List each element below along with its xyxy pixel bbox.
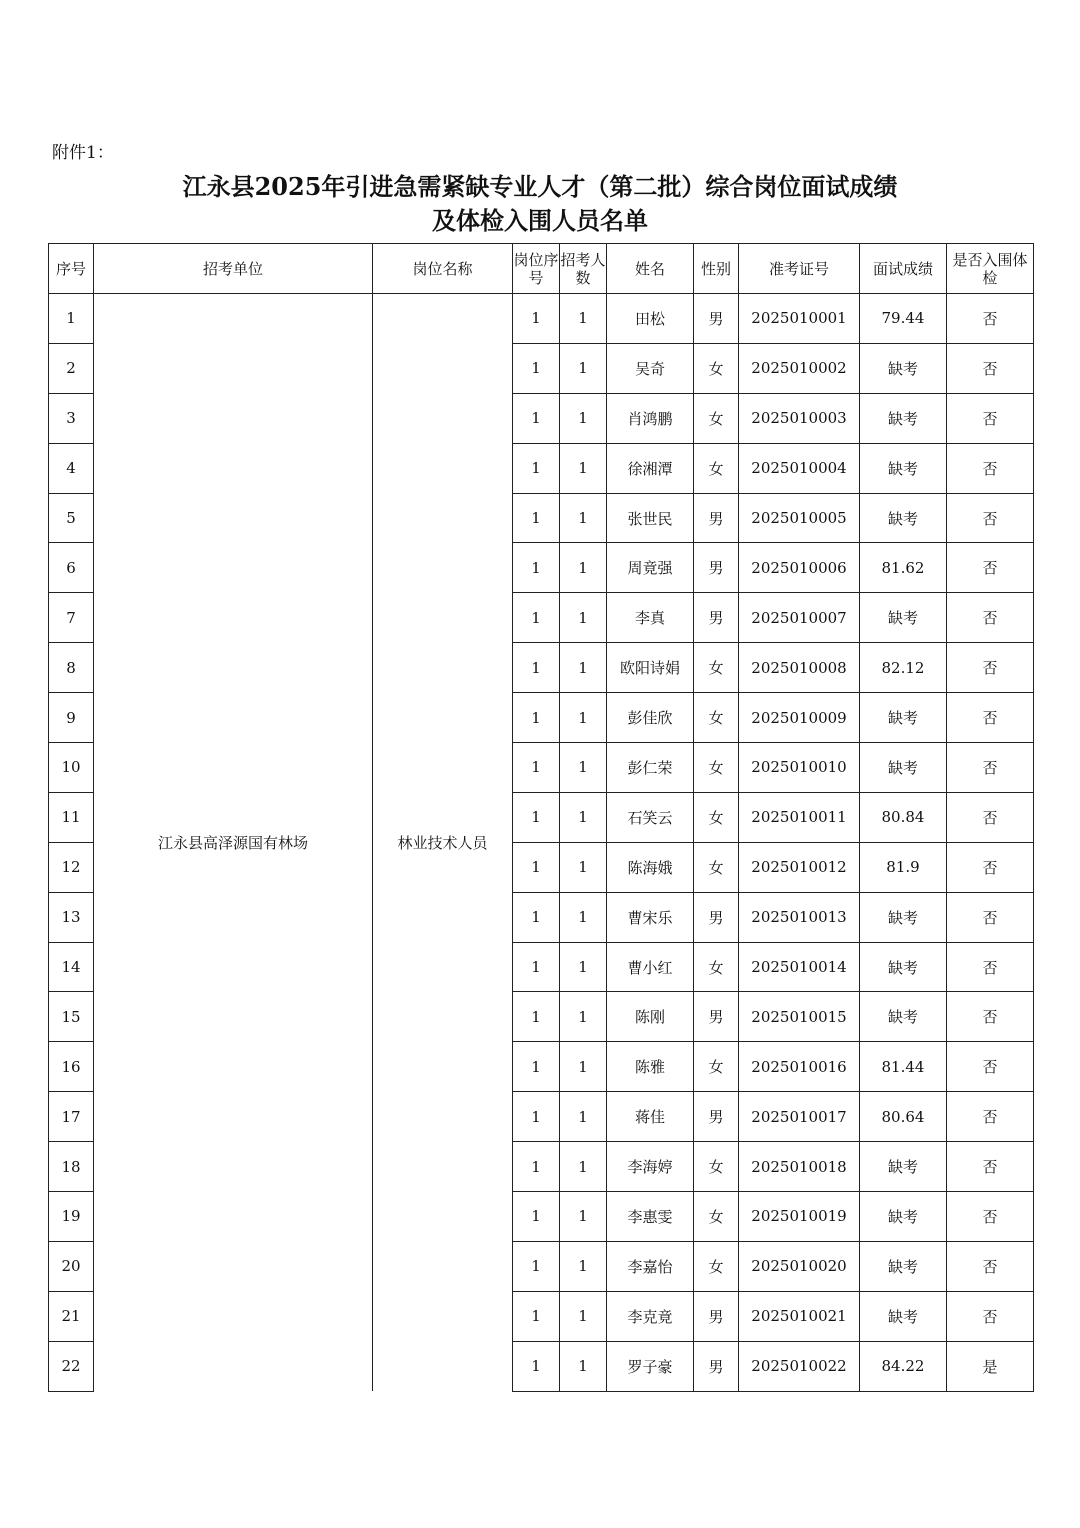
cell-ticket: 2025010007 <box>739 593 860 643</box>
cell-score: 缺考 <box>860 593 947 643</box>
cell-quota: 1 <box>560 593 607 643</box>
cell-score: 80.84 <box>860 792 947 842</box>
table-body <box>49 294 1034 1392</box>
cell-ticket: 2025010019 <box>739 1192 860 1242</box>
cell-gender: 女 <box>694 792 739 842</box>
cell-name: 陈雅 <box>607 1042 694 1092</box>
cell-quota: 1 <box>560 992 607 1042</box>
cell-gender: 男 <box>694 1291 739 1341</box>
header-ticket: 准考证号 <box>739 244 860 294</box>
cell-ticket: 2025010011 <box>739 792 860 842</box>
header-post-no: 岗位序号 <box>513 244 560 294</box>
cell-name: 李嘉怡 <box>607 1241 694 1291</box>
cell-ticket: 2025010006 <box>739 543 860 593</box>
cell-quota: 1 <box>560 842 607 892</box>
cell-gender: 女 <box>694 1042 739 1092</box>
cell-seq: 1 <box>49 294 94 344</box>
cell-score: 缺考 <box>860 443 947 493</box>
cell-score: 缺考 <box>860 1291 947 1341</box>
cell-ticket: 2025010003 <box>739 393 860 443</box>
cell-quota: 1 <box>560 1042 607 1092</box>
cell-post-no: 1 <box>513 792 560 842</box>
cell-shortlisted: 否 <box>947 892 1034 942</box>
cell-shortlisted: 否 <box>947 1291 1034 1341</box>
cell-shortlisted: 否 <box>947 743 1034 793</box>
cell-shortlisted: 否 <box>947 1142 1034 1192</box>
header-name: 姓名 <box>607 244 694 294</box>
cell-seq: 4 <box>49 443 94 493</box>
cell-seq: 22 <box>49 1341 94 1391</box>
header-quota: 招考人数 <box>560 244 607 294</box>
header-position: 岗位名称 <box>373 244 513 294</box>
cell-quota: 1 <box>560 1241 607 1291</box>
cell-ticket: 2025010018 <box>739 1142 860 1192</box>
cell-shortlisted: 否 <box>947 992 1034 1042</box>
cell-name: 吴奇 <box>607 343 694 393</box>
cell-post-no: 1 <box>513 343 560 393</box>
cell-quota: 1 <box>560 693 607 743</box>
cell-ticket: 2025010010 <box>739 743 860 793</box>
cell-shortlisted: 否 <box>947 343 1034 393</box>
cell-name: 曹宋乐 <box>607 892 694 942</box>
cell-quota: 1 <box>560 543 607 593</box>
cell-seq: 7 <box>49 593 94 643</box>
cell-gender: 女 <box>694 1192 739 1242</box>
document-title-line-2: 及体检入围人员名单 <box>432 206 648 235</box>
cell-seq: 8 <box>49 643 94 693</box>
cell-position: 林业技术人员 <box>373 294 513 1392</box>
cell-quota: 1 <box>560 1341 607 1391</box>
cell-shortlisted: 否 <box>947 393 1034 443</box>
cell-gender: 女 <box>694 842 739 892</box>
cell-quota: 1 <box>560 743 607 793</box>
cell-name: 张世民 <box>607 493 694 543</box>
cell-post-no: 1 <box>513 892 560 942</box>
cell-quota: 1 <box>560 294 607 344</box>
cell-post-no: 1 <box>513 1142 560 1192</box>
cell-score: 缺考 <box>860 942 947 992</box>
cell-gender: 男 <box>694 543 739 593</box>
cell-name: 徐湘潭 <box>607 443 694 493</box>
cell-seq: 15 <box>49 992 94 1042</box>
cell-post-no: 1 <box>513 1341 560 1391</box>
cell-shortlisted: 否 <box>947 643 1034 693</box>
cell-unit: 江永县高泽源国有林场 <box>94 294 373 1392</box>
cell-post-no: 1 <box>513 443 560 493</box>
cell-gender: 女 <box>694 393 739 443</box>
cell-name: 欧阳诗娟 <box>607 643 694 693</box>
cell-post-no: 1 <box>513 593 560 643</box>
cell-shortlisted: 否 <box>947 493 1034 543</box>
cell-gender: 女 <box>694 743 739 793</box>
cell-seq: 12 <box>49 842 94 892</box>
cell-gender: 男 <box>694 593 739 643</box>
header-shortlisted: 是否入围体检 <box>947 244 1034 294</box>
cell-ticket: 2025010013 <box>739 892 860 942</box>
cell-seq: 3 <box>49 393 94 443</box>
cell-seq: 21 <box>49 1291 94 1341</box>
cell-gender: 女 <box>694 1142 739 1192</box>
cell-post-no: 1 <box>513 1291 560 1341</box>
table-header-row <box>49 244 1034 294</box>
cell-gender: 男 <box>694 294 739 344</box>
cell-quota: 1 <box>560 1092 607 1142</box>
cell-seq: 6 <box>49 543 94 593</box>
cell-score: 缺考 <box>860 343 947 393</box>
cell-seq: 13 <box>49 892 94 942</box>
cell-ticket: 2025010020 <box>739 1241 860 1291</box>
cell-shortlisted: 否 <box>947 1241 1034 1291</box>
header-gender: 性别 <box>694 244 739 294</box>
cell-name: 彭佳欣 <box>607 693 694 743</box>
header-seq: 序号 <box>49 244 94 294</box>
cell-score: 缺考 <box>860 1241 947 1291</box>
cell-shortlisted: 否 <box>947 842 1034 892</box>
cell-gender: 女 <box>694 693 739 743</box>
cell-shortlisted: 否 <box>947 543 1034 593</box>
cell-name: 李真 <box>607 593 694 643</box>
cell-shortlisted: 否 <box>947 942 1034 992</box>
cell-seq: 10 <box>49 743 94 793</box>
cell-score: 缺考 <box>860 1142 947 1192</box>
cell-quota: 1 <box>560 493 607 543</box>
cell-post-no: 1 <box>513 693 560 743</box>
cell-name: 田松 <box>607 294 694 344</box>
cell-seq: 16 <box>49 1042 94 1092</box>
cell-gender: 女 <box>694 643 739 693</box>
cell-seq: 11 <box>49 792 94 842</box>
cell-shortlisted: 否 <box>947 1092 1034 1142</box>
cell-gender: 女 <box>694 942 739 992</box>
cell-ticket: 2025010015 <box>739 992 860 1042</box>
cell-ticket: 2025010004 <box>739 443 860 493</box>
cell-shortlisted: 否 <box>947 443 1034 493</box>
cell-post-no: 1 <box>513 992 560 1042</box>
cell-gender: 男 <box>694 1341 739 1391</box>
cell-gender: 女 <box>694 443 739 493</box>
cell-post-no: 1 <box>513 1192 560 1242</box>
cell-ticket: 2025010022 <box>739 1341 860 1391</box>
cell-name: 陈刚 <box>607 992 694 1042</box>
cell-shortlisted: 否 <box>947 1192 1034 1242</box>
cell-ticket: 2025010008 <box>739 643 860 693</box>
cell-seq: 9 <box>49 693 94 743</box>
cell-score: 79.44 <box>860 294 947 344</box>
cell-post-no: 1 <box>513 1241 560 1291</box>
cell-quota: 1 <box>560 1291 607 1341</box>
cell-gender: 男 <box>694 892 739 942</box>
cell-post-no: 1 <box>513 543 560 593</box>
cell-quota: 1 <box>560 393 607 443</box>
cell-ticket: 2025010016 <box>739 1042 860 1092</box>
cell-shortlisted: 否 <box>947 792 1034 842</box>
cell-seq: 14 <box>49 942 94 992</box>
cell-gender: 男 <box>694 493 739 543</box>
cell-shortlisted: 否 <box>947 294 1034 344</box>
cell-seq: 2 <box>49 343 94 393</box>
cell-score: 缺考 <box>860 393 947 443</box>
header-score: 面试成绩 <box>860 244 947 294</box>
cell-name: 陈海娥 <box>607 842 694 892</box>
cell-ticket: 2025010021 <box>739 1291 860 1341</box>
attachment-label: 附件1： <box>52 143 114 163</box>
cell-seq: 5 <box>49 493 94 543</box>
cell-ticket: 2025010002 <box>739 343 860 393</box>
cell-post-no: 1 <box>513 493 560 543</box>
cell-gender: 男 <box>694 1092 739 1142</box>
cell-name: 李克竟 <box>607 1291 694 1341</box>
header-unit: 招考单位 <box>94 244 373 294</box>
cell-post-no: 1 <box>513 842 560 892</box>
cell-ticket: 2025010001 <box>739 294 860 344</box>
cell-gender: 男 <box>694 992 739 1042</box>
cell-name: 罗子豪 <box>607 1341 694 1391</box>
cell-ticket: 2025010005 <box>739 493 860 543</box>
cell-quota: 1 <box>560 942 607 992</box>
results-table <box>48 243 1034 1392</box>
cell-ticket: 2025010009 <box>739 693 860 743</box>
cell-ticket: 2025010014 <box>739 942 860 992</box>
cell-seq: 17 <box>49 1092 94 1142</box>
cell-name: 彭仁荣 <box>607 743 694 793</box>
cell-name: 曹小红 <box>607 942 694 992</box>
cell-gender: 女 <box>694 343 739 393</box>
cell-shortlisted: 是 <box>947 1341 1034 1391</box>
cell-score: 缺考 <box>860 992 947 1042</box>
cell-name: 李惠雯 <box>607 1192 694 1242</box>
cell-score: 缺考 <box>860 892 947 942</box>
cell-score: 缺考 <box>860 743 947 793</box>
cell-score: 81.44 <box>860 1042 947 1092</box>
cell-name: 肖鸿鹏 <box>607 393 694 443</box>
cell-post-no: 1 <box>513 294 560 344</box>
document-title-line-1: 江永县2025年引进急需紧缺专业人才（第二批）综合岗位面试成绩 <box>182 172 898 201</box>
cell-quota: 1 <box>560 343 607 393</box>
cell-seq: 20 <box>49 1241 94 1291</box>
cell-quota: 1 <box>560 1142 607 1192</box>
cell-quota: 1 <box>560 1192 607 1242</box>
cell-quota: 1 <box>560 643 607 693</box>
table-row <box>49 294 1034 344</box>
cell-gender: 女 <box>694 1241 739 1291</box>
cell-post-no: 1 <box>513 643 560 693</box>
cell-shortlisted: 否 <box>947 1042 1034 1092</box>
cell-seq: 18 <box>49 1142 94 1192</box>
cell-score: 缺考 <box>860 493 947 543</box>
cell-ticket: 2025010017 <box>739 1092 860 1142</box>
cell-score: 81.62 <box>860 543 947 593</box>
cell-quota: 1 <box>560 792 607 842</box>
cell-post-no: 1 <box>513 393 560 443</box>
cell-score: 84.22 <box>860 1341 947 1391</box>
cell-name: 李海婷 <box>607 1142 694 1192</box>
cell-post-no: 1 <box>513 1042 560 1092</box>
cell-post-no: 1 <box>513 743 560 793</box>
cell-score: 缺考 <box>860 1192 947 1242</box>
cell-name: 周竟强 <box>607 543 694 593</box>
cell-shortlisted: 否 <box>947 593 1034 643</box>
cell-quota: 1 <box>560 443 607 493</box>
cell-score: 缺考 <box>860 693 947 743</box>
cell-name: 蒋佳 <box>607 1092 694 1142</box>
cell-score: 80.64 <box>860 1092 947 1142</box>
cell-shortlisted: 否 <box>947 693 1034 743</box>
cell-score: 81.9 <box>860 842 947 892</box>
cell-post-no: 1 <box>513 942 560 992</box>
cell-name: 石笑云 <box>607 792 694 842</box>
cell-score: 82.12 <box>860 643 947 693</box>
cell-ticket: 2025010012 <box>739 842 860 892</box>
cell-seq: 19 <box>49 1192 94 1242</box>
cell-quota: 1 <box>560 892 607 942</box>
cell-post-no: 1 <box>513 1092 560 1142</box>
